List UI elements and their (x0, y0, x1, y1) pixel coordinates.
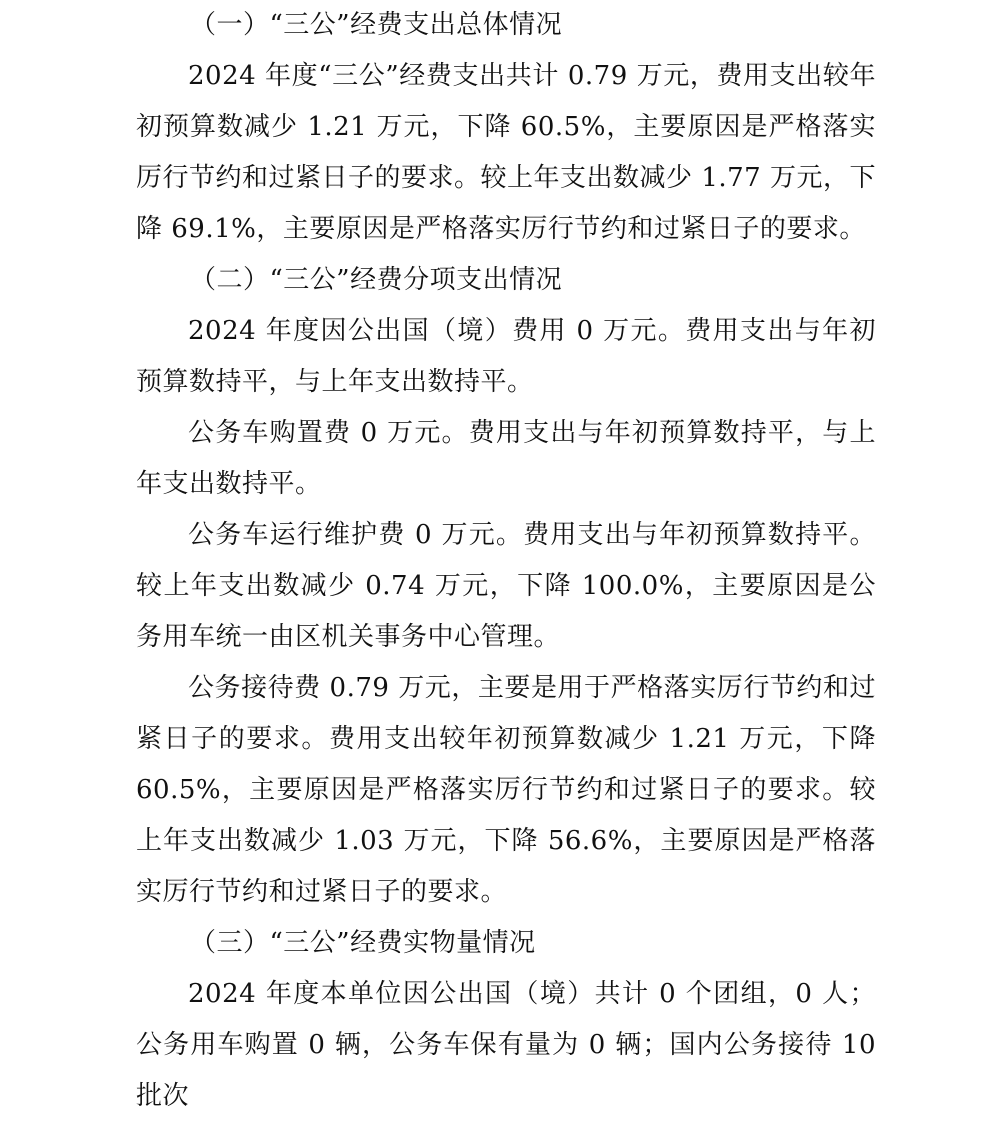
paragraph-physical-quantities: 2024 年度本单位因公出国（境）共计 0 个团组，0 人；公务用车购置 0 辆，公务车保有量为 0 辆；国内公务接待 10 批次 (136, 979, 876, 1111)
section-heading-3: （三）“三公”经费实物量情况 (190, 928, 536, 958)
paragraph-overseas-travel: 2024 年度因公出国（境）费用 0 万元。费用支出与年初预算数持平，与上年支出数持平。 (136, 316, 876, 397)
paragraph-overall-spending: 2024 年度“三公”经费支出共计 0.79 万元，费用支出较年初预算数减少 1.21 万元，下降 60.5%，主要原因是严格落实厉行节约和过紧日子的要求。较上年支出数减少 1.77 万元，下降 69.1%，主要原因是严格落实厉行节约和过紧日子的要求。 (136, 61, 876, 244)
paragraph-vehicle-operation: 公务车运行维护费 0 万元。费用支出与年初预算数持平。较上年支出数减少 0.74 万元，下降 100.0%，主要原因是公务用车统一由区机关事务中心管理。 (136, 520, 876, 652)
paragraph-official-reception: 公务接待费 0.79 万元，主要是用于严格落实厉行节约和过紧日子的要求。费用支出较年初预算数减少 1.21 万元，下降 60.5%，主要原因是严格落实厉行节约和过紧日子的要求。较上年支出数减少 1.03 万元，下降 56.6%，主要原因是严格落实厉行节约和过紧日子的要求。 (136, 673, 876, 907)
section-heading-2: （二）“三公”经费分项支出情况 (190, 265, 563, 295)
paragraph-vehicle-purchase: 公务车购置费 0 万元。费用支出与年初预算数持平，与上年支出数持平。 (136, 418, 876, 499)
section-heading-1: （一）“三公”经费支出总体情况 (190, 10, 563, 40)
document-page (136, 0, 876, 1122)
